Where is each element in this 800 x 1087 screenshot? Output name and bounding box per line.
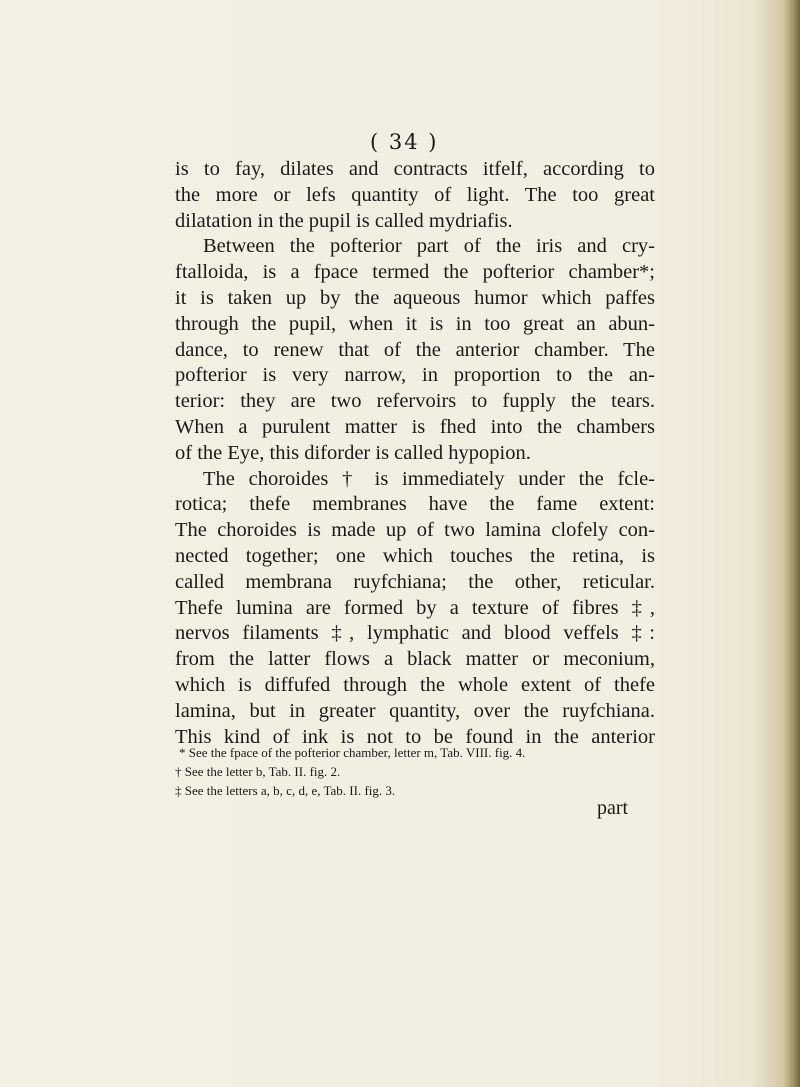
text-line: terior: they are two refervoirs to fupply the tears. (175, 390, 655, 413)
text-line: pofterior is very narrow, in proportion to the an- (175, 364, 655, 387)
footnote: † See the letter b, Tab. II. fig. 2. (175, 764, 341, 779)
footnote: * See the fpace of the pofterior chamber, letter m, Tab. VIII. fig. 4. (179, 745, 526, 760)
text-line: rotica; thefe membranes have the fame extent: (175, 493, 655, 516)
text-line: from the latter flows a black matter or meconium, (175, 648, 655, 671)
text-line: is to fay, dilates and contracts itfelf, according to (175, 158, 655, 180)
page-number: ( 34 ) (370, 130, 439, 154)
text-line: The choroides † is immediately under the fcle- (203, 467, 655, 490)
text-line: lamina, but in greater quantity, over the ruyfchiana. (175, 699, 655, 722)
body-text (175, 157, 655, 750)
text-line: The choroides is made up of two lamina clofely con- (175, 519, 655, 542)
text-line: of the Eye, this diforder is called hypopion. (175, 441, 531, 464)
text-line: Between the pofterior part of the iris and cry- (203, 235, 655, 258)
text-line: nervos filaments ‡, lymphatic and blood veffels ‡: (175, 622, 655, 645)
text-line: through the pupil, when it is in too great an abun- (175, 312, 655, 335)
text-line: When a purulent matter is fhed into the chambers (175, 415, 655, 438)
footnotes (175, 743, 655, 800)
text-line: Thefe lumina are formed by a texture of fibres ‡, (175, 596, 655, 619)
text-line: it is taken up by the aqueous humor which paffes (175, 286, 655, 309)
text-line: the more or lefs quantity of light. The too great (175, 183, 655, 206)
footnote: ‡ See the letters a, b, c, d, e, Tab. II. fig. 3. (175, 783, 396, 798)
text-line: nected together; one which touches the retina, is (175, 544, 655, 567)
text-line: called membrana ruyfchiana; the other, reticular. (175, 570, 655, 593)
text-line: dilatation in the pupil is called mydriafis. (175, 209, 513, 232)
text-line: This kind of ink is not to be found in the anterior (175, 725, 655, 748)
page-edge (782, 0, 800, 1087)
text-line: dance, to renew that of the anterior chamber. The (175, 338, 655, 361)
catchword: part (597, 797, 629, 819)
text-line: which is diffufed through the whole extent of thefe (175, 673, 655, 696)
text-line: ftalloida, is a fpace termed the pofterior chamber*; (175, 261, 655, 284)
